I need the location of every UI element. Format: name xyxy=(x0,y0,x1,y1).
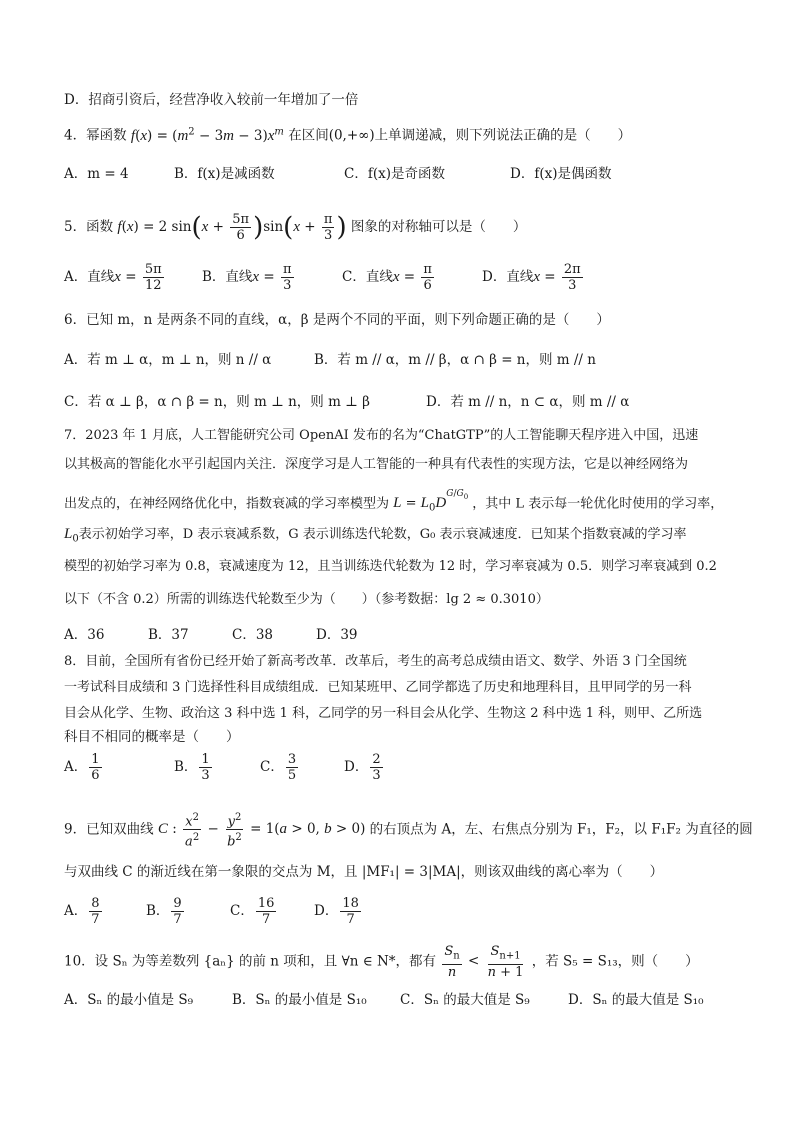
q6-options-row1 xyxy=(64,350,744,370)
q3-option-d: D．招商引资后，经营净收入较前一年增加了一倍 xyxy=(64,92,359,108)
q10-option-c: C．Sₙ 的最大值是 S₉ xyxy=(400,992,530,1008)
q4-stem-prefix: 4．幂函数 xyxy=(64,127,127,144)
q8-line1: 8．目前，全国所有省份已经开始了新高考改革．改革后，考生的高考总成绩由语文、数学、外语 3 门全国统 xyxy=(64,654,687,669)
q7-option-b: B．37 xyxy=(148,627,189,643)
q9-option-b: B． $\frac{9}{7}$ xyxy=(146,896,182,927)
q6-options-row2 xyxy=(64,392,744,412)
q9-options xyxy=(64,896,744,932)
q5-stem-suffix: 图象的对称轴可以是（ ） xyxy=(350,219,527,235)
q8-line4: 科目不相同的概率是（ ） xyxy=(64,729,240,745)
q10-options xyxy=(64,990,744,1010)
q4-option-d: D．f(x)是偶函数 xyxy=(510,166,612,182)
q6-stem: 6．已知 m，n 是两条不同的直线，α，β 是两个不同的平面，则下列命题正确的是（ ） xyxy=(64,312,610,328)
q7-option-d: D．39 xyxy=(316,627,358,643)
q8-options xyxy=(64,752,744,788)
q10-formula: $\frac{S_n}{n}$ < $\frac{S_{n+1}}{n + 1}$ xyxy=(444,944,524,980)
q7-option-a: A．36 xyxy=(64,627,105,643)
q9-stem: 9．已知双曲线 C : $\frac{x^2}{a^2}$ − $\frac{y^2}{b^2}$ = 1(a > 0, b > 0) 的右顶点为 A，左、右焦点分别为 F₁，F₂，以 F₁F₂ 为直径的圆 xyxy=(64,812,753,850)
q7-formula: $L = L_0D^{G/G_0}$ xyxy=(393,489,469,514)
q7-line1: 7．2023 年 1 月底，人工智能研究公司 OpenAI 发布的名为“ChatGTP”的人工智能聊天程序进入中国，迅速 xyxy=(64,428,699,443)
q4-stem xyxy=(64,122,631,146)
q5-stem xyxy=(64,212,526,243)
q7-line3: 出发点的，在神经网络优化中，指数衰减的学习率模型为 $L = L_0D^{G/G_0}$ ，其中 L 表示每一轮优化时使用的学习率， xyxy=(64,489,724,514)
q8-option-d: D． $\frac{2}{3}$ xyxy=(344,752,381,783)
q5-stem-prefix: 5．函数 xyxy=(64,219,114,235)
q4-option-c: C．f(x)是奇函数 xyxy=(344,166,445,182)
q7-option-c: C．38 xyxy=(232,627,274,643)
q7-line5: 模型的初始学习率为 0.8，衰减速度为 12，且当训练迭代轮数为 12 时，学习率衰减为 0.5．则学习率衰减到 0.2 xyxy=(64,559,717,574)
q4-option-a: A．m = 4 xyxy=(64,166,129,182)
q4-options xyxy=(64,164,744,184)
q5-option-d: D．直线x = $\frac{2\pi}{3}$ xyxy=(482,262,581,293)
q5-options xyxy=(64,262,744,298)
q5-option-a: A．直线x = $\frac{5\pi}{12}$ xyxy=(64,262,162,293)
q10-stem: 10．设 Sₙ 为等差数列 {aₙ} 的前 n 项和，且 ∀n ∈ N*，都有 $\frac{S_n}{n}$ < $\frac{S_{n+1}}{n + 1}$ ，若 S₅ = S₁₃，则（ ） xyxy=(64,944,699,980)
q10-option-d: D．Sₙ 的最大值是 S₁₀ xyxy=(568,992,704,1008)
q7-options xyxy=(64,625,744,645)
q9-option-d: D． $\frac{18}{7}$ xyxy=(314,896,359,927)
q8-line2: 一考试科目成绩和 3 门选择性科目成绩组成．已知某班甲、乙同学都选了历史和地理科目，且甲同学的另一科 xyxy=(64,680,692,695)
q5-formula: f(x) = 2 sin(x + $\frac{5\pi}{6}$ )sin(x + $\frac{\pi}{3}$ ) xyxy=(117,212,347,243)
q9-formula: C : $\frac{x^2}{a^2}$ − $\frac{y^2}{b^2}$ = 1(a > 0, b > 0) xyxy=(157,812,366,850)
q5-option-b: B．直线x = $\frac{\pi}{3}$ xyxy=(202,262,292,293)
q4-stem-suffix: 在区间(0,+∞)上单调递减，则下列说法正确的是（ ） xyxy=(288,127,632,144)
q8-line3: 目会从化学、生物、政治这 3 科中选 1 科，乙同学的另一科目会从化学、生物这 2 科中选 1 科，则甲、乙所选 xyxy=(64,706,703,721)
q4-formula: $f(x) = (m^2 - 3m - 3)x^m$ xyxy=(130,126,284,144)
q10-option-b: B．Sₙ 的最小值是 S₁₀ xyxy=(232,992,367,1008)
q7-line4: $L_0$表示初始学习率，D 表示衰减系数，G 表示训练迭代轮数，G₀ 表示衰减速度．已知某个指数衰减的学习率 xyxy=(64,526,687,545)
q6-option-a: A．若 m ⊥ α，m ⊥ n，则 n // α xyxy=(64,352,272,368)
q9-option-a: A． $\frac{8}{7}$ xyxy=(64,896,100,927)
q5-option-c: C．直线x = $\frac{\pi}{6}$ xyxy=(342,262,432,293)
q8-option-b: B． $\frac{1}{3}$ xyxy=(174,752,210,783)
q7-line2: 以其极高的智能化水平引起国内关注．深度学习是人工智能的一种具有代表性的实现方法，它是以神经网络为 xyxy=(64,457,689,472)
q6-option-c: C．若 α ⊥ β，α ∩ β = n，则 m ⊥ n，则 m ⊥ β xyxy=(64,394,370,410)
q6-option-d: D．若 m // n，n ⊂ α，则 m // α xyxy=(426,394,630,410)
q10-option-a: A．Sₙ 的最小值是 S₉ xyxy=(64,992,194,1008)
q6-option-b: B．若 m // α，m // β，α ∩ β = n，则 m // n xyxy=(314,352,596,368)
q8-option-c: C． $\frac{3}{5}$ xyxy=(260,752,297,783)
q9-line2: 与双曲线 C 的渐近线在第一象限的交点为 M，且 |MF₁| = 3|MA|，则该双曲线的离心率为（ ） xyxy=(64,864,664,880)
q8-option-a: A． $\frac{1}{6}$ xyxy=(64,752,100,783)
q4-option-b: B．f(x)是减函数 xyxy=(174,166,275,182)
q9-option-c: C． $\frac{16}{7}$ xyxy=(230,896,275,927)
q7-line6: 以下（不含 0.2）所需的训练迭代轮数至少为（ ）（参考数据：lg 2 ≈ 0.3010） xyxy=(64,592,549,607)
